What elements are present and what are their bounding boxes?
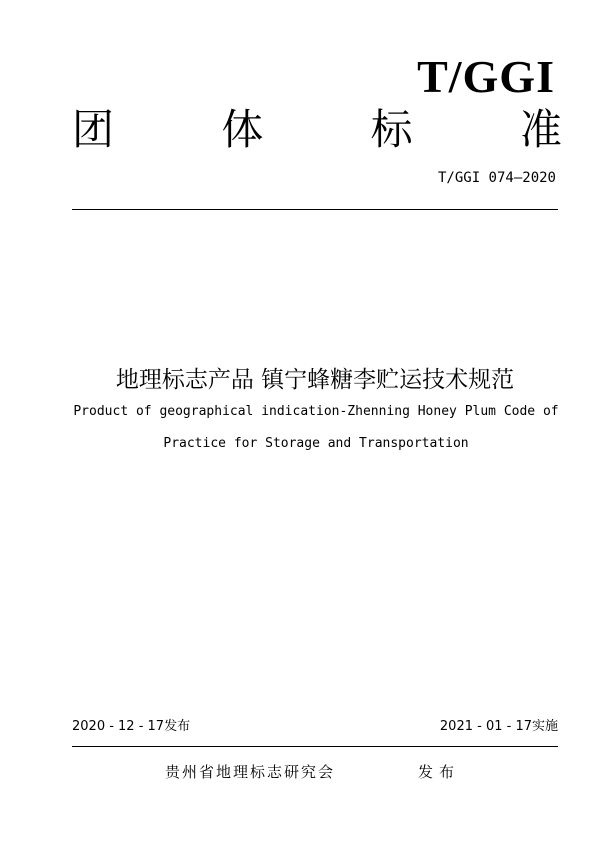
title-chinese: 地理标志产品 镇宁蜂糖李贮运技术规范	[115, 367, 515, 393]
publish-date: 2020 - 12 - 17发布	[72, 719, 191, 734]
standard-type-char-4: 准	[519, 105, 562, 154]
standard-type-char-1: 团	[72, 105, 115, 154]
implement-date: 2021 - 01 - 17实施	[439, 719, 558, 734]
standard-number: T/GGI 074—2020	[437, 170, 556, 186]
issuing-organization: 贵州省地理标志研究会	[165, 763, 336, 781]
standard-type-char-3: 标	[370, 105, 413, 154]
standard-type-char-2: 体	[221, 105, 264, 154]
organization-code: T/GGI	[417, 51, 555, 102]
title-english-line-1: Product of geographical indication-Zhenning Honey Plum Code of	[73, 404, 559, 419]
top-divider	[72, 209, 558, 210]
standard-type-heading	[72, 104, 562, 156]
issue-label: 发布	[418, 763, 461, 781]
bottom-divider	[72, 746, 558, 747]
title-english-line-2: Practice for Storage and Transportation	[163, 436, 469, 451]
